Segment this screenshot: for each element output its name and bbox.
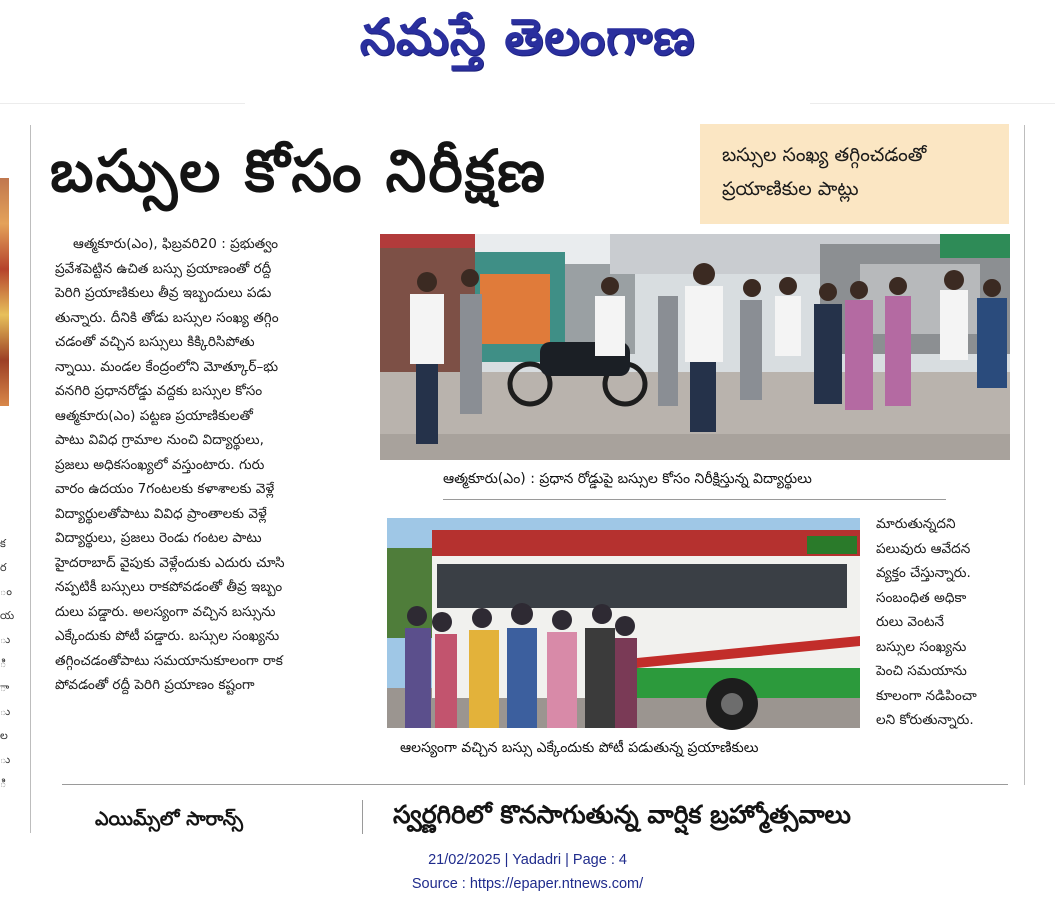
source-link[interactable]: Source : https://epaper.ntnews.com/ bbox=[411, 876, 644, 892]
section-divider bbox=[62, 784, 1008, 785]
adjacent-photo bbox=[0, 178, 9, 406]
masthead bbox=[0, 0, 1055, 80]
body-line: ప్రజలు అధికసంఖ్యలో వస్తుంటారు. గురు bbox=[55, 456, 265, 473]
column-divider bbox=[1024, 125, 1025, 785]
body-line: నప్పటికీ బస్సులు రాకపోవడంతో తీవ్ర ఇబ్బం bbox=[55, 579, 283, 595]
body-line: వ్యక్తం చేస్తున్నారు. bbox=[876, 565, 971, 581]
divider bbox=[810, 103, 1055, 104]
subhead-box bbox=[700, 124, 1009, 224]
body-line: బస్సుల సంఖ్యను bbox=[876, 638, 967, 655]
article-body-continued bbox=[876, 512, 1016, 733]
teaser-headline-right[interactable]: స్వర్ణగిరిలో కొనసాగుతున్న వార్షిక బ్రహ్మోత్సవాలు bbox=[393, 800, 851, 829]
body-line: చడంతో వచ్చిన బస్సులు కిక్కిరిసిపోతు bbox=[55, 334, 255, 350]
caption-divider bbox=[443, 499, 946, 500]
body-line: విద్యార్థులు, ప్రజలు రెండు గంటల పాటు bbox=[55, 530, 262, 546]
body-line: హైదరాబాద్ వైపుకు వెళ్లేందుకు ఎదురు చూసి bbox=[55, 554, 285, 571]
photo-students-waiting bbox=[380, 234, 1010, 460]
body-line: ఆత్మకూరు(ఎం), ఫిబ్రవరి20 : ప్రభుత్వం bbox=[73, 236, 279, 252]
body-line: వారం ఉదయం 7గంటలకు కళాశాలకు వెళ్లే bbox=[55, 481, 275, 497]
body-line: విద్యార్థులతోపాటు వివిధ ప్రాంతాలకు వెళ్లే bbox=[55, 505, 267, 522]
body-line: కూలంగా నడిపించా bbox=[876, 687, 977, 704]
photo-bus-crowd bbox=[387, 518, 860, 728]
body-line: ప్రవేశపెట్టిన ఉచిత బస్సు ప్రయాణంతో రద్దీ bbox=[55, 260, 272, 277]
body-line: లని కోరుతున్నారు. bbox=[876, 712, 974, 728]
article-body bbox=[55, 232, 365, 698]
body-line: సంబంధిత అధికా bbox=[876, 589, 967, 606]
body-line: న్నాయి. మండల కేంద్రంలోని మోత్కూర్–భు bbox=[55, 358, 279, 375]
subhead-line: ప్రయాణికుల పాట్లు bbox=[722, 178, 859, 200]
body-line: తగ్గించడంతోపాటు సమయానుకూలంగా రాక bbox=[55, 652, 283, 669]
column-divider bbox=[30, 125, 31, 833]
body-line: పాటు వివిధ గ్రామాల నుంచి విద్యార్థులు, bbox=[55, 432, 264, 448]
body-line: దులు పడ్డారు. అలస్యంగా వచ్చిన బస్సును bbox=[55, 603, 276, 620]
body-line: వనగిరి ప్రధానరోడ్డు వద్దకు బస్సుల కోసం bbox=[55, 383, 263, 399]
photo-caption: ఆలస్యంగా వచ్చిన బస్సు ఎక్కేందుకు పోటీ పడుతున్న ప్రయాణికులు bbox=[400, 740, 759, 756]
column-divider bbox=[362, 800, 363, 834]
subhead-line: బస్సుల సంఖ్య తగ్గించడంతో bbox=[722, 144, 927, 166]
body-line: పెంచి సమయాను bbox=[876, 663, 967, 679]
body-line: రులు వెంటనే bbox=[876, 614, 945, 630]
body-line: పెరిగి ప్రయాణికులు తీవ్ర ఇబ్బందులు పడు bbox=[55, 285, 272, 301]
body-line: ఎక్కేందుకు పోటీ పడ్డారు. బస్సుల సంఖ్యను bbox=[55, 628, 280, 644]
body-line: పోవడంతో రద్దీ పెరిగి ప్రయాణం కష్టంగా bbox=[55, 677, 255, 693]
article-headline: బస్సుల కోసం నిరీక్షణ bbox=[50, 137, 547, 205]
teaser-headline-left[interactable]: ఎయిమ్స్‌లో సారాన్స్ bbox=[95, 808, 243, 830]
adjacent-article-left: క ర ం య ు ి ా ు ల ు ి bbox=[0, 120, 12, 840]
body-line: తున్నారు. దీనికి తోడు బస్సుల సంఖ్య తగ్గిం bbox=[55, 309, 279, 326]
newspaper-logo: నమస్తే తెలంగాణ bbox=[359, 8, 696, 66]
divider bbox=[0, 103, 245, 104]
body-line: మారుతున్నదని bbox=[876, 516, 956, 532]
body-line: ఆత్మకూరు(ఎం) పట్టణ ప్రయాణికులతో bbox=[55, 407, 253, 424]
body-line: పలువురు ఆవేదన bbox=[876, 540, 971, 557]
edition-info: 21/02/2025 | Yadadri | Page : 4 bbox=[428, 852, 627, 868]
photo-caption: ఆత్మకూరు(ఎం) : ప్రధాన రోడ్డుపై బస్సుల కోసం నిరీక్షిస్తున్న విద్యార్థులు bbox=[443, 471, 812, 487]
adjacent-article-right bbox=[1049, 140, 1055, 840]
